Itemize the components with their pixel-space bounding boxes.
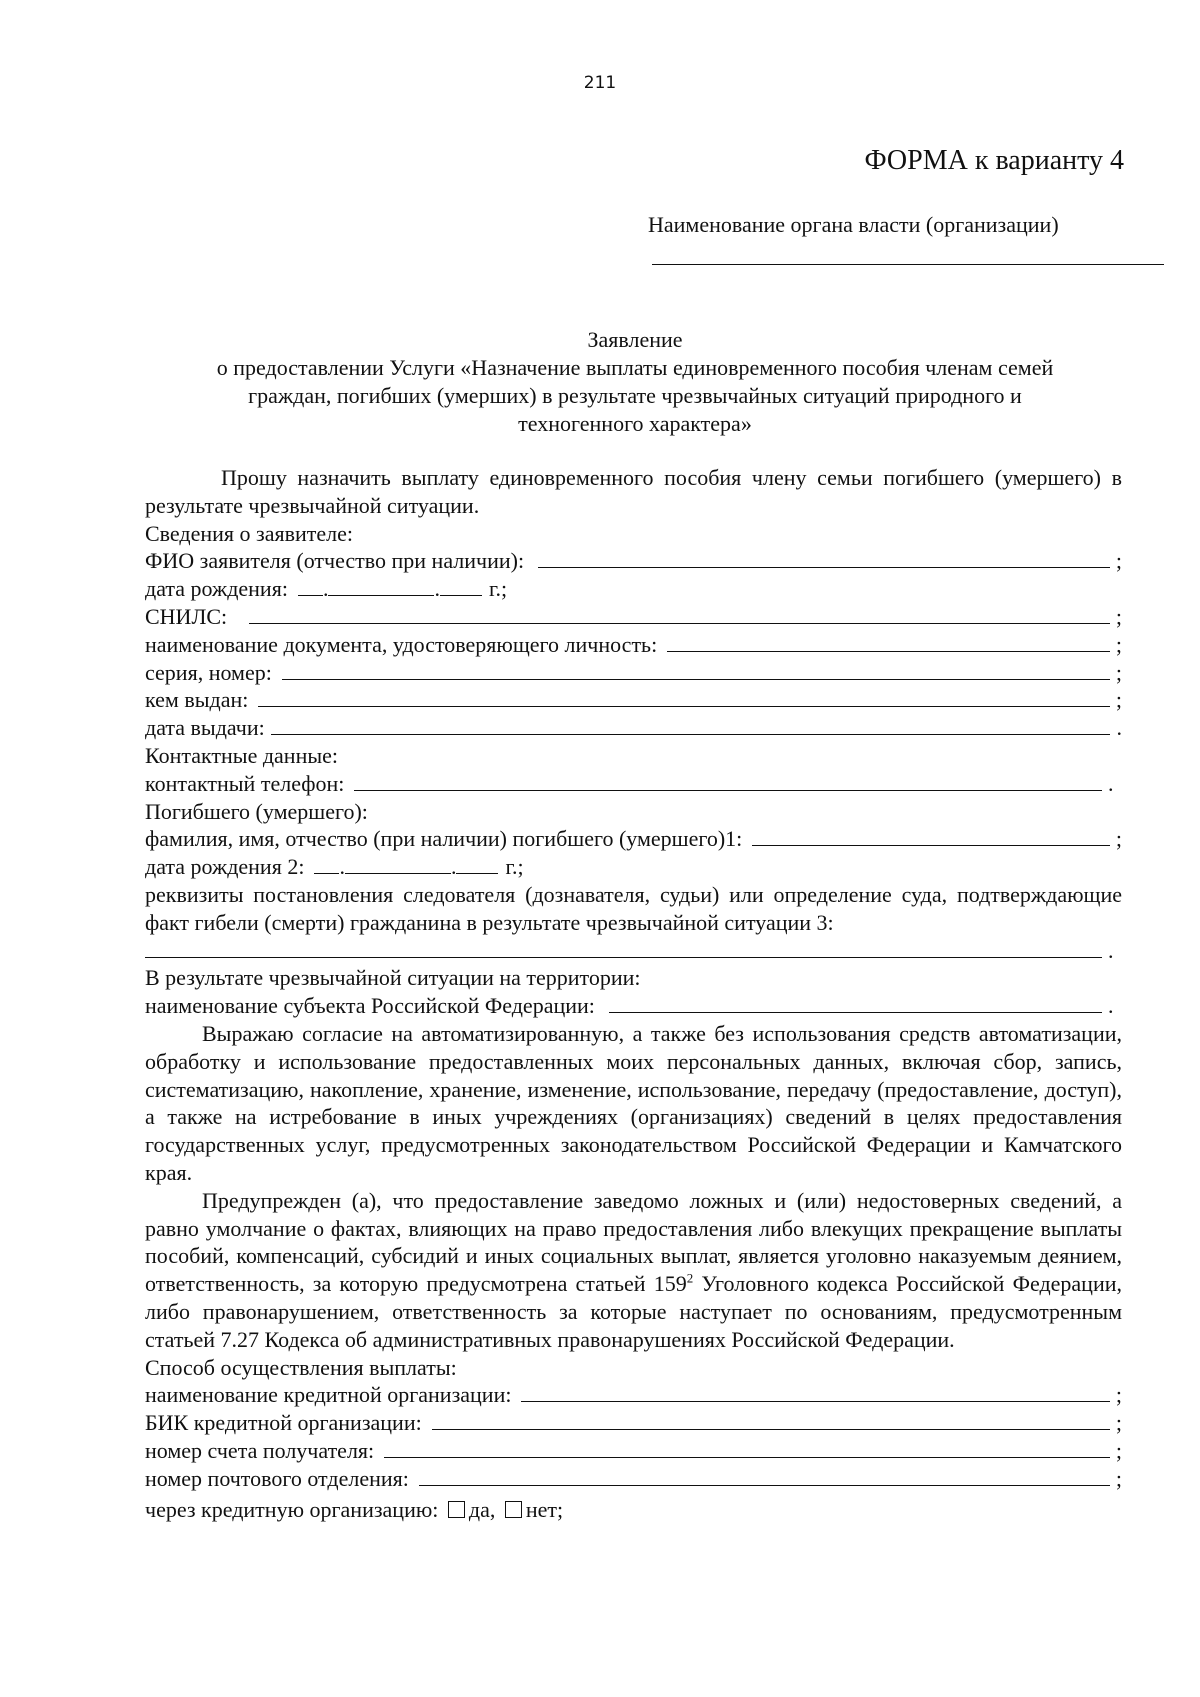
row-end-punct: ; <box>1115 1465 1122 1491</box>
applicant-fio-label: ФИО заявителя (отчество при наличии): <box>145 548 525 574</box>
deceased-birth-day-field[interactable] <box>314 855 339 874</box>
title-line-1: Заявление <box>587 327 683 352</box>
date-separator: . <box>339 854 345 880</box>
row-end-punct: ; <box>1115 1382 1122 1408</box>
applicant-birth-day-field[interactable] <box>298 577 323 596</box>
yes-label: да, <box>468 1497 496 1523</box>
id-document-row <box>145 631 1122 659</box>
applicant-birth-month-field[interactable] <box>328 577 434 596</box>
deceased-fio-field[interactable] <box>752 827 1110 846</box>
deceased-birth-label: дата рождения 2: <box>145 854 305 880</box>
bik-field[interactable] <box>432 1411 1110 1430</box>
series-number-row <box>145 659 1122 687</box>
warning-text <box>145 1187 1122 1354</box>
payment-header: Способ осуществления выплаты: <box>145 1354 457 1380</box>
document-title <box>145 326 1125 438</box>
series-number-label: серия, номер: <box>145 659 272 685</box>
post-office-field[interactable] <box>419 1467 1110 1486</box>
applicant-header: Сведения о заявителе: <box>145 520 354 546</box>
issue-date-field[interactable] <box>271 716 1110 735</box>
bank-name-row <box>145 1381 1122 1409</box>
row-end-punct: ; <box>1115 1437 1122 1463</box>
yes-checkbox[interactable] <box>448 1501 465 1518</box>
deceased-birth-year-field[interactable] <box>456 855 498 874</box>
deceased-header: Погибшего (умершего): <box>145 798 368 824</box>
date-separator: . <box>434 576 440 602</box>
issue-date-label: дата выдачи: <box>145 715 265 741</box>
warning-part-1: Предупрежден (а), что предоставление заведомо ложных и (или) недостоверных сведений, а равно умолчание о фактах, влияющих на право предоставления либо влекущих прекращение выплаты пособий, компенсаций, субсидий и иных социальных выплат, является уголовно наказуемым деянием, ответственность, за которую предусмотрена статьей 159 <box>145 1187 1122 1297</box>
snils-row <box>145 603 1122 631</box>
no-checkbox[interactable] <box>505 1501 522 1518</box>
issued-by-field[interactable] <box>258 688 1110 707</box>
issue-date-row <box>145 714 1122 742</box>
row-end-punct: ; <box>1115 687 1122 713</box>
title-line-3: граждан, погибших (умерших) в результате чрезвычайных ситуаций природного и <box>248 383 1022 408</box>
authority-field[interactable] <box>652 264 1164 265</box>
id-document-field[interactable] <box>667 633 1110 652</box>
applicant-fio-field[interactable] <box>538 549 1110 568</box>
account-field[interactable] <box>384 1439 1110 1458</box>
deceased-birth-row <box>145 853 1122 881</box>
series-number-field[interactable] <box>282 661 1110 680</box>
date-separator: . <box>450 854 457 880</box>
snils-field[interactable] <box>249 605 1110 624</box>
row-end-punct: ; <box>1115 631 1122 657</box>
via-bank-row <box>145 1496 1122 1524</box>
requisites-field[interactable] <box>145 939 1102 958</box>
bank-name-field[interactable] <box>521 1383 1110 1402</box>
deceased-fio-label: фамилия, имя, отчество (при наличии) погибшего (умершего)1: <box>145 826 743 852</box>
consent-text: Выражаю согласие на автоматизированную, а также без использования средств автоматизации, обработку и использование предоставленных моих персональных данных, включая сбор, запись, систематизацию, накопление, хранение, изменение, использование, передачу (предоставление, доступ), а также на истребование в иных учреждениях (организациях) сведений в целях предоставления государственных услуг, предусмотренных законодательством Российской Федерации и Камчатского края. <box>145 1020 1122 1185</box>
row-end-punct: ; <box>1115 1410 1122 1436</box>
phone-row <box>145 770 1122 798</box>
no-label: нет; <box>525 1497 564 1523</box>
year-suffix: г.; <box>505 854 524 880</box>
row-end-punct: ; <box>1115 603 1122 629</box>
requisites-text: реквизиты постановления следователя (дознавателя, судьи) или определение суда, подтверждающие факт гибели (смерти) гражданина в результате чрезвычайной ситуации 3: <box>145 881 1122 935</box>
warning-part-2: Уголовного кодекса Российской Федерации, либо правонарушением, ответственность за которые наступает по основаниям, предусмотренным статьей 7.27 Кодекса об административных правонарушениях Российской Федерации. <box>145 1271 1122 1352</box>
row-end-punct: . <box>1108 993 1114 1019</box>
title-line-4: техногенного характера» <box>518 411 752 436</box>
form-body <box>145 464 1122 1524</box>
bik-label: БИК кредитной организации: <box>145 1410 422 1436</box>
form-label: ФОРМА к варианту 4 <box>864 145 1124 176</box>
row-end-punct: . <box>1108 770 1114 796</box>
issued-by-row <box>145 686 1122 714</box>
requisites-row <box>145 937 1122 965</box>
deceased-fio-row <box>145 825 1122 853</box>
post-office-label: номер почтового отделения: <box>145 1465 409 1491</box>
authority-label: Наименование органа власти (организации) <box>648 212 1059 237</box>
applicant-birth-label: дата рождения: <box>145 576 288 602</box>
post-office-row <box>145 1465 1122 1493</box>
id-document-label: наименование документа, удостоверяющего личность: <box>145 631 658 657</box>
territory-header: В результате чрезвычайной ситуации на территории: <box>145 965 641 991</box>
region-row <box>145 992 1122 1020</box>
region-field[interactable] <box>609 994 1102 1013</box>
date-separator: . <box>322 576 329 602</box>
title-line-2: о предоставлении Услуги «Назначение выплаты единовременного пособия членам семей <box>216 355 1054 380</box>
year-suffix: г.; <box>488 576 508 602</box>
account-label: номер счета получателя: <box>145 1437 375 1463</box>
account-row <box>145 1437 1122 1465</box>
applicant-fio-row <box>145 547 1122 575</box>
row-end-punct: . <box>1108 937 1114 963</box>
region-label: наименование субъекта Российской Федерации: <box>145 993 595 1019</box>
row-end-punct: ; <box>1115 659 1122 685</box>
row-end-punct: ; <box>1115 826 1122 852</box>
contacts-header: Контактные данные: <box>145 742 338 768</box>
row-end-punct: . <box>1116 715 1122 741</box>
issued-by-label: кем выдан: <box>145 687 249 713</box>
request-text: Прошу назначить выплату единовременного пособия члену семьи погибшего (умершего) в результате чрезвычайной ситуации. <box>145 465 1122 518</box>
deceased-birth-month-field[interactable] <box>345 855 451 874</box>
applicant-birth-year-field[interactable] <box>440 577 482 596</box>
via-bank-label: через кредитную организацию: <box>145 1497 439 1523</box>
page-number: 211 <box>583 73 617 93</box>
snils-label: СНИЛС: <box>145 603 228 629</box>
warning-superscript: 2 <box>686 1270 694 1286</box>
phone-field[interactable] <box>354 772 1102 791</box>
bik-row <box>145 1409 1122 1437</box>
row-end-punct: ; <box>1115 548 1122 574</box>
bank-name-label: наименование кредитной организации: <box>145 1382 512 1408</box>
phone-label: контактный телефон: <box>145 770 345 796</box>
applicant-birth-row <box>145 575 1122 603</box>
